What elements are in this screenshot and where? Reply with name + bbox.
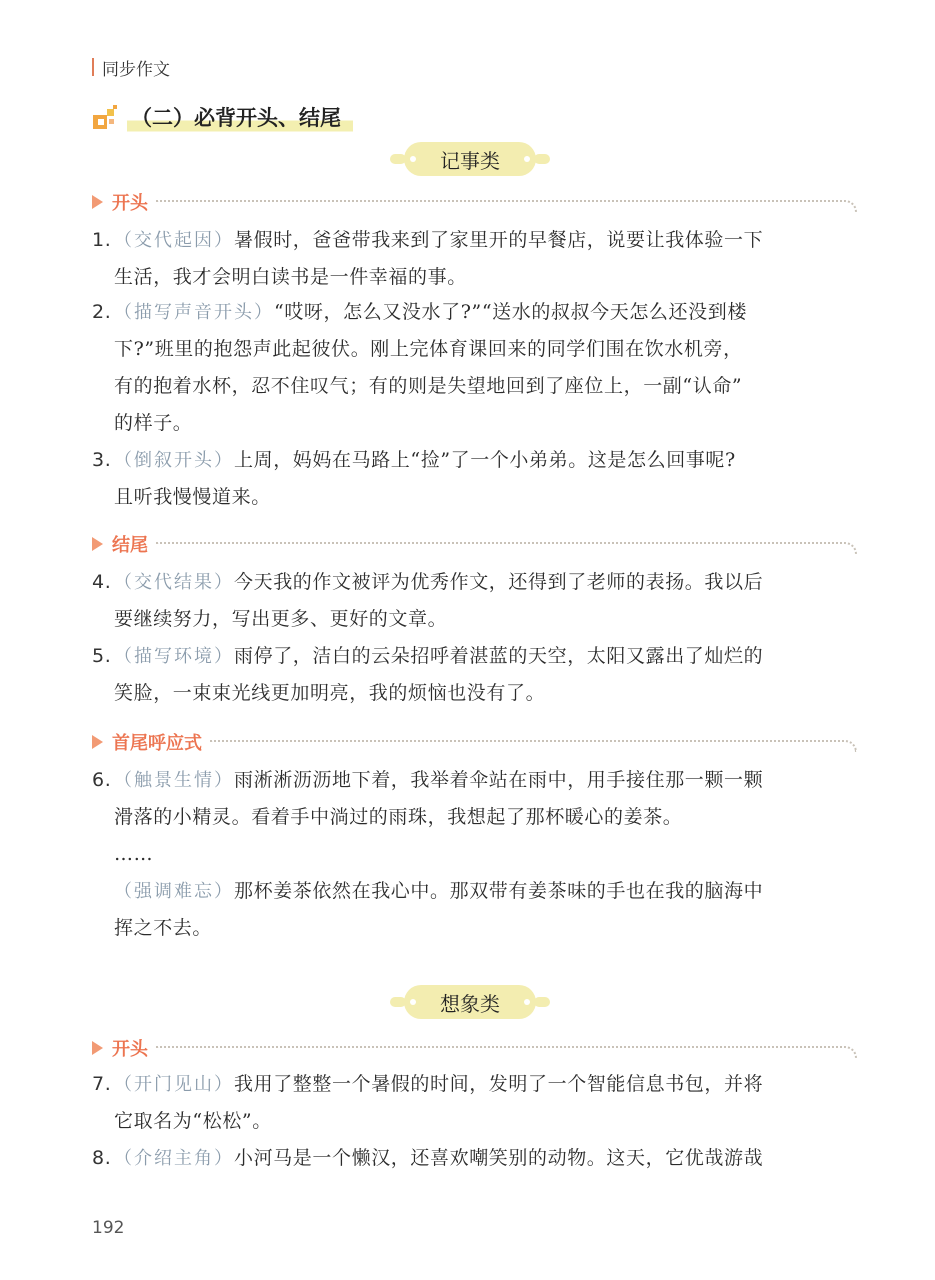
section-title-text: （二）必背开头、结尾 (127, 102, 353, 134)
item-number: 5. (92, 645, 112, 667)
squares-icon (93, 105, 119, 131)
ellipsis: …… (114, 843, 154, 865)
item-number: 3. (92, 449, 112, 471)
group-label-text: 想象类 (404, 985, 536, 1019)
item-5 (92, 638, 862, 712)
item-8 (92, 1140, 862, 1177)
triangle-icon (92, 1041, 103, 1055)
subhead-text: 开头 (112, 193, 148, 214)
item-tag: （强调难忘） (114, 881, 234, 902)
subhead-text: 开头 (112, 1039, 148, 1060)
item-tag: （介绍主角） (114, 1148, 234, 1169)
running-header (92, 56, 170, 78)
subhead-kaitou (92, 188, 857, 216)
group-label-jishi (390, 142, 550, 176)
item-text: 雨停了，洁白的云朵招呼着湛蓝的天空，太阳又露出了灿烂的 (234, 645, 764, 667)
subhead-shouwei (92, 728, 857, 756)
item-tag: （触景生情） (114, 770, 234, 791)
item-text: 要继续努力，写出更多、更好的文章。 (114, 608, 448, 630)
header-title: 同步作文 (102, 59, 170, 80)
triangle-icon (92, 195, 103, 209)
item-number: 4. (92, 571, 112, 593)
dotted-rule (156, 1046, 857, 1058)
item-text: 雨淅淅沥沥地下着，我举着伞站在雨中，用手接住那一颗一颗 (234, 769, 764, 791)
item-text: 下?”班里的抱怨声此起彼伏。刚上完体育课回来的同学们围在饮水机旁， (114, 338, 743, 360)
item-text: 笑脸，一束束光线更加明亮，我的烦恼也没有了。 (114, 682, 546, 704)
item-text: 生活，我才会明白读书是一件幸福的事。 (114, 266, 467, 288)
triangle-icon (92, 537, 103, 551)
item-number: 1. (92, 229, 112, 251)
item-tag: （交代结果） (114, 572, 234, 593)
item-number: 7. (92, 1073, 112, 1095)
triangle-icon (92, 735, 103, 749)
item-text: 且听我慢慢道来。 (114, 486, 271, 508)
item-tag: （描写声音开头） (114, 302, 274, 323)
group-label-text: 记事类 (404, 142, 536, 176)
item-number: 6. (92, 769, 112, 791)
item-text: 小河马是一个懒汉，还喜欢嘲笑别的动物。这天，它优哉游哉 (234, 1147, 764, 1169)
item-tag: （倒叙开头） (114, 450, 234, 471)
item-text: 有的抱着水杯，忍不住叹气；有的则是失望地回到了座位上，一副“认命” (114, 375, 743, 397)
page-number: 192 (92, 1218, 125, 1238)
subhead-text: 结尾 (112, 535, 148, 556)
subhead-kaitou-2 (92, 1034, 857, 1062)
item-6 (92, 762, 862, 947)
dotted-rule (156, 200, 857, 212)
item-text: 那杯姜茶依然在我心中。那双带有姜茶味的手也在我的脑海中 (234, 880, 764, 902)
item-text: “哎呀，怎么又没水了?”“送水的叔叔今天怎么还没到楼 (274, 301, 747, 323)
subhead-jiewei (92, 530, 857, 558)
item-2 (92, 294, 862, 442)
subhead-text: 首尾呼应式 (112, 733, 202, 754)
item-7 (92, 1066, 862, 1140)
item-1 (92, 222, 862, 296)
group-label-xiangxiang (390, 985, 550, 1019)
section-title (93, 102, 353, 134)
item-number: 2. (92, 301, 112, 323)
dotted-rule (210, 740, 857, 752)
item-text: 今天我的作文被评为优秀作文，还得到了老师的表扬。我以后 (234, 571, 764, 593)
dotted-rule (156, 542, 857, 554)
header-divider (92, 58, 94, 76)
item-4 (92, 564, 862, 638)
item-text: 的样子。 (114, 412, 193, 434)
item-text: 我用了整整一个暑假的时间，发明了一个智能信息书包，并将 (234, 1073, 764, 1095)
item-3 (92, 442, 862, 516)
item-tag: （描写环境） (114, 646, 234, 667)
item-number: 8. (92, 1147, 112, 1169)
item-text: 它取名为“松松”。 (114, 1110, 272, 1132)
item-text: 上周，妈妈在马路上“捡”了一个小弟弟。这是怎么回事呢? (234, 449, 736, 471)
item-tag: （开门见山） (114, 1074, 234, 1095)
item-text: 暑假时，爸爸带我来到了家里开的早餐店，说要让我体验一下 (234, 229, 764, 251)
item-tag: （交代起因） (114, 230, 234, 251)
item-text: 挥之不去。 (114, 917, 213, 939)
item-text: 滑落的小精灵。看着手中淌过的雨珠，我想起了那杯暖心的姜茶。 (114, 806, 683, 828)
